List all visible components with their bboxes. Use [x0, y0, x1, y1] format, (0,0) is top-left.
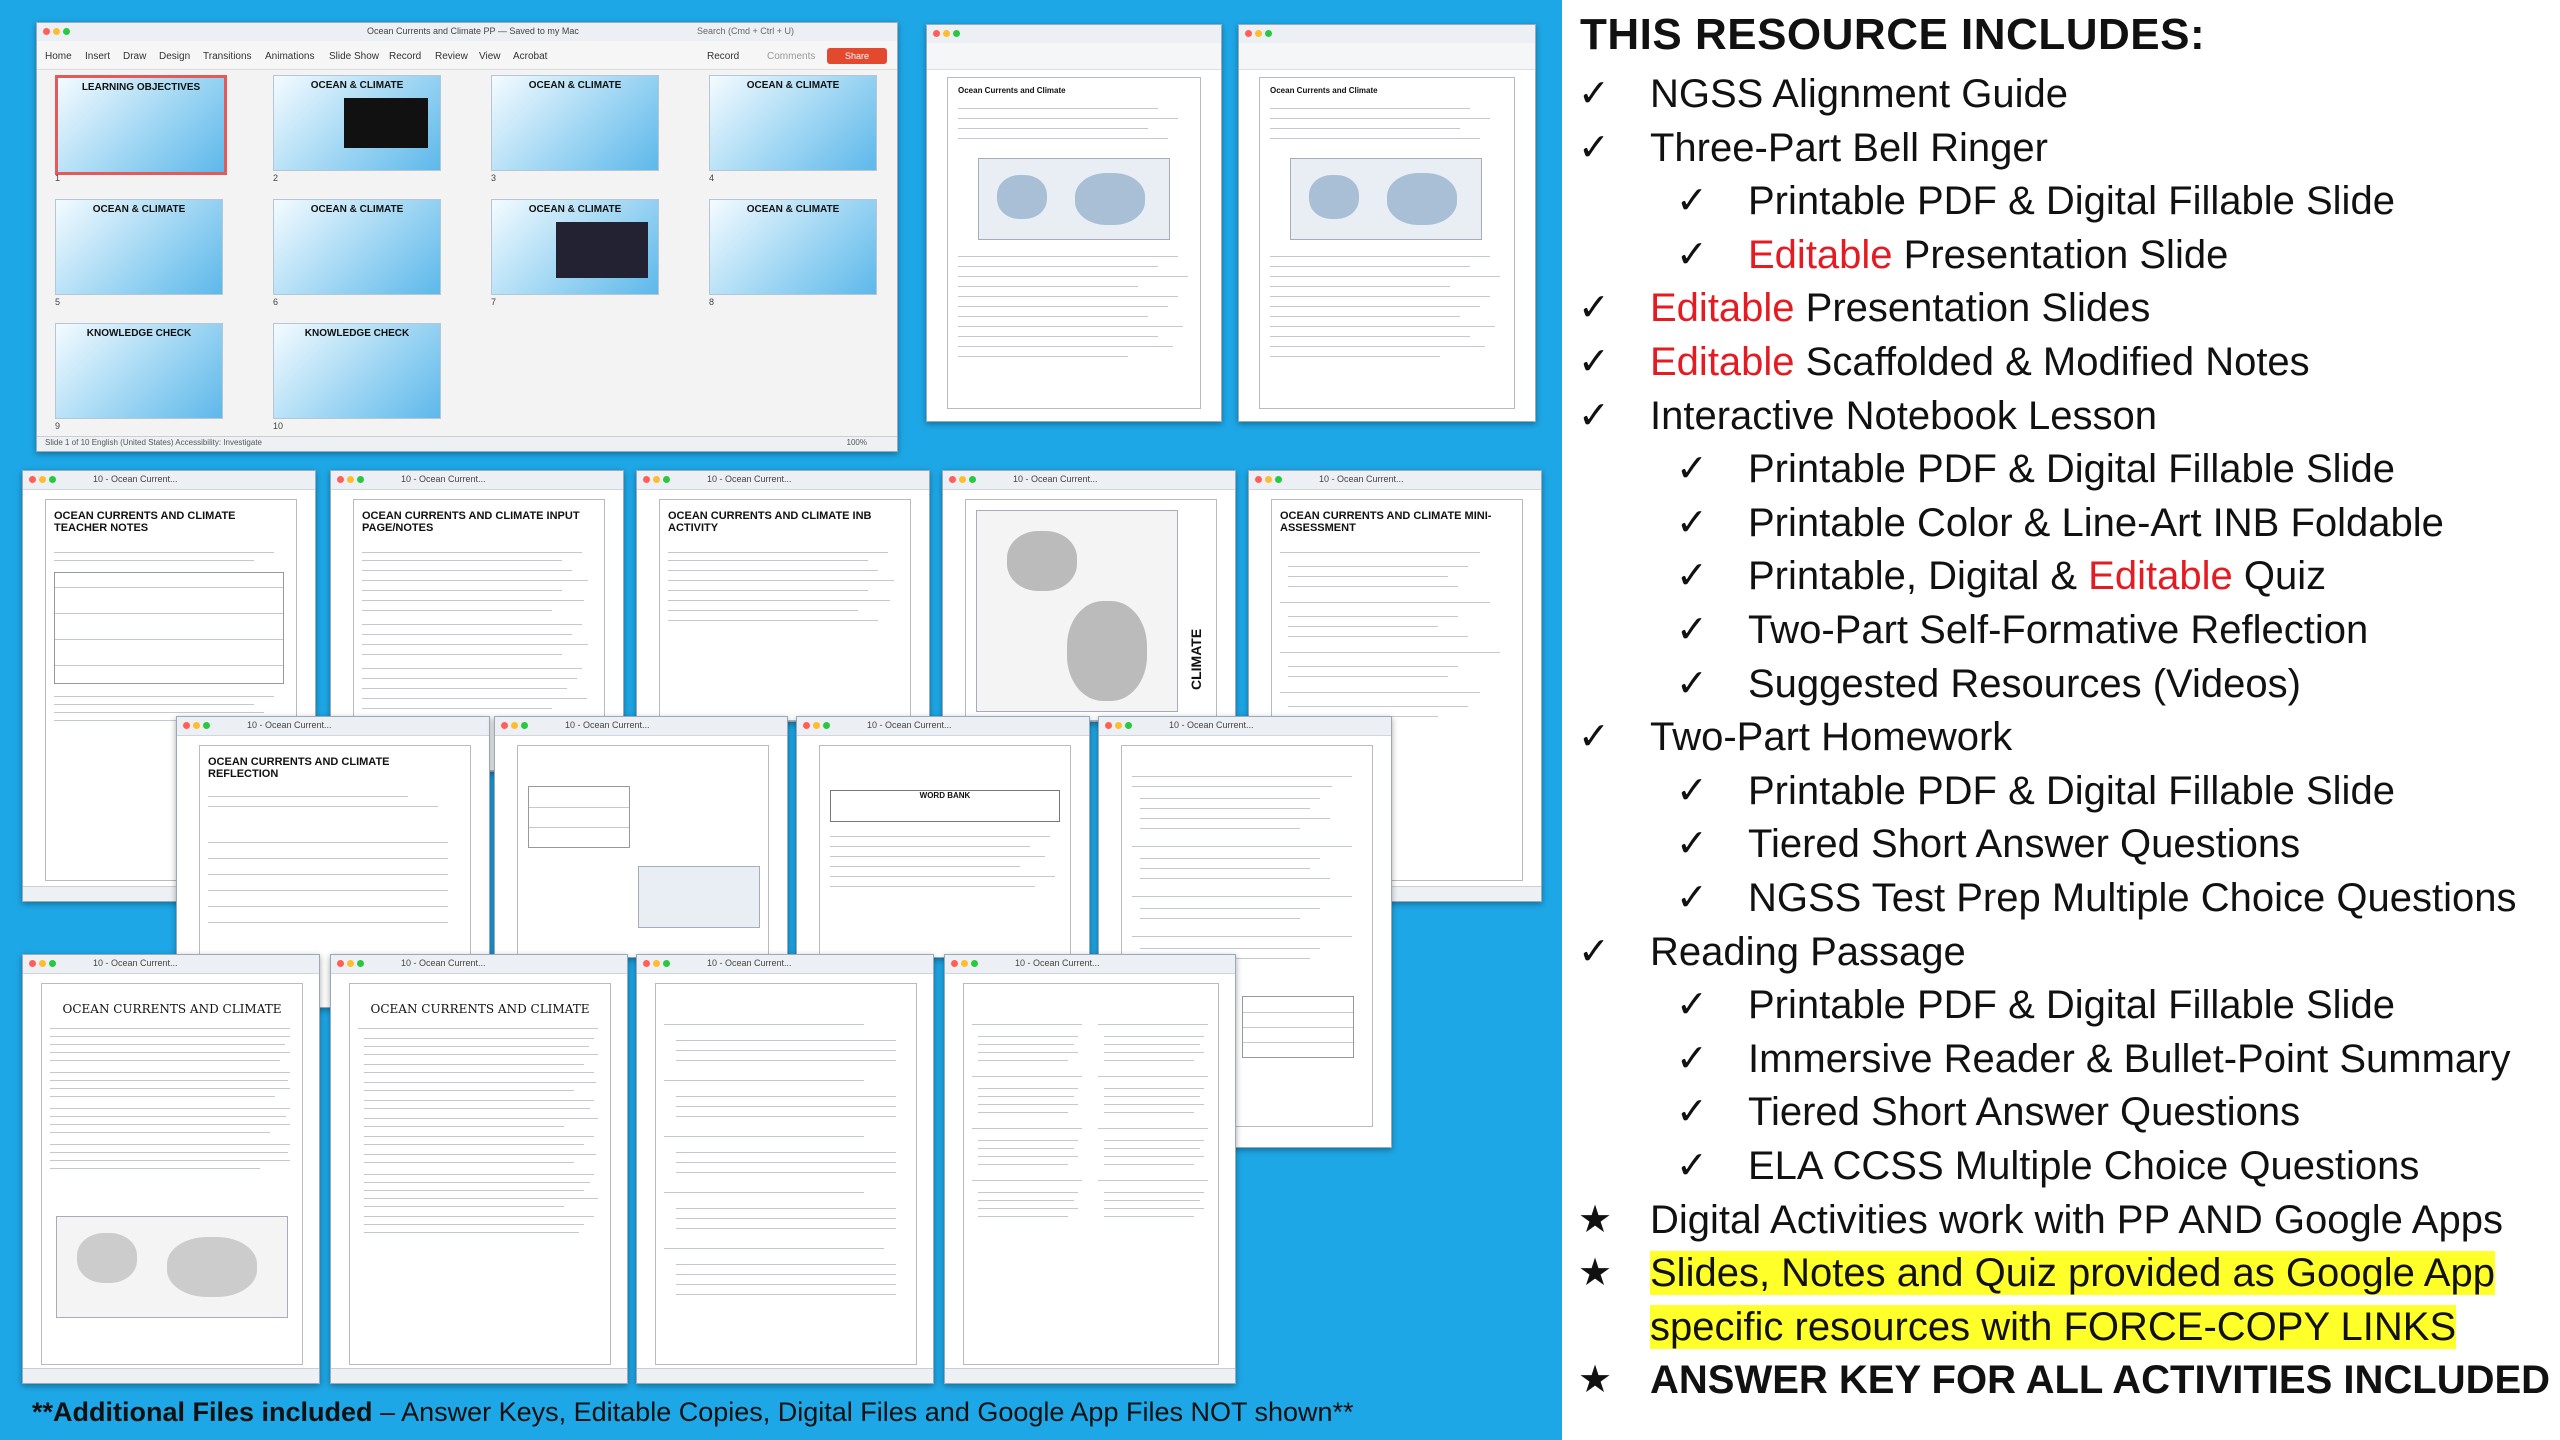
- pdf-titlebar: [331, 471, 623, 490]
- slide-thumbnail[interactable]: [709, 199, 877, 295]
- pdf-window-bullet-summary: [330, 954, 628, 1384]
- resource-item-text: Slides, Notes and Quiz provided as Google App: [1650, 1251, 2495, 1295]
- video-frame: [556, 222, 648, 278]
- slide-thumbnail[interactable]: [709, 75, 877, 171]
- word-titlebar: [1239, 25, 1535, 44]
- resource-list-panel: [1562, 0, 2560, 1440]
- resource-item-text: ELA CCSS Multiple Choice Questions: [1748, 1144, 2420, 1188]
- powerpoint-titlebar: [37, 23, 897, 42]
- checkmark-icon: ✓: [1578, 341, 1610, 383]
- menu-acrobat[interactable]: Acrobat: [513, 51, 548, 62]
- pdf-tab[interactable]: 10 - Ocean Current...: [93, 958, 178, 968]
- resource-item-text: Two-Part Homework: [1650, 715, 2013, 759]
- search-field[interactable]: Search (Cmd + Ctrl + U): [697, 26, 795, 36]
- pdf-tab[interactable]: 10 - Ocean Current...: [1169, 720, 1254, 730]
- document-title: Ocean Currents and Climate: [958, 86, 1066, 95]
- star-icon: ★: [1578, 1252, 1613, 1294]
- window-title: Ocean Currents and Climate PP — Saved to my Mac: [367, 26, 579, 36]
- word-ribbon: [1239, 43, 1535, 70]
- slide-title: OCEAN & CLIMATE: [92, 204, 186, 215]
- resource-item-label: [1650, 1301, 2456, 1353]
- resource-item-text: specific resources with FORCE-COPY LINKS: [1650, 1305, 2457, 1349]
- resource-item-text: Three-Part Bell Ringer: [1650, 126, 2048, 170]
- resource-item-label: [1650, 1194, 2503, 1246]
- pdf-status-bar: [23, 1368, 319, 1383]
- pdf-window-inb-map: [942, 470, 1236, 722]
- checkmark-icon: ✓: [1676, 1145, 1708, 1187]
- checkmark-icon: ✓: [1578, 127, 1610, 169]
- resource-item-text: Immersive Reader & Bullet-Point Summary: [1748, 1037, 2511, 1081]
- menu-transitions[interactable]: Transitions: [203, 51, 252, 62]
- pdf-titlebar: [177, 717, 489, 736]
- slide-title: OCEAN & CLIMATE: [528, 204, 622, 215]
- checkmark-icon: ✓: [1676, 770, 1708, 812]
- checkmark-icon: ✓: [1676, 1091, 1708, 1133]
- pdf-tab[interactable]: 10 - Ocean Current...: [401, 958, 486, 968]
- resource-item-label: [1650, 711, 2012, 763]
- slide-thumbnail[interactable]: [491, 75, 659, 171]
- resource-item-text: ANSWER KEY FOR ALL ACTIVITIES INCLUDED: [1650, 1358, 2551, 1402]
- document-title: Ocean Currents and Climate: [1270, 86, 1378, 95]
- resource-item-label: [1748, 658, 2301, 710]
- resource-item-text: Suggested Resources (Videos): [1748, 662, 2301, 706]
- slide-thumbnail[interactable]: [55, 75, 227, 175]
- resource-item-label: [1748, 765, 2395, 817]
- slide-number: 3: [491, 173, 497, 183]
- status-bar: [37, 436, 897, 451]
- comments-button[interactable]: Comments: [767, 51, 816, 62]
- pdf-tab[interactable]: 10 - Ocean Current...: [707, 958, 792, 968]
- checkmark-icon: ✓: [1676, 823, 1708, 865]
- line-art-world-map: [976, 510, 1178, 712]
- pdf-window-multiple-choice: [944, 954, 1236, 1384]
- pdf-tab[interactable]: 10 - Ocean Current...: [247, 720, 332, 730]
- resource-item-text: NGSS Test Prep Multiple Choice Questions: [1748, 876, 2517, 920]
- resource-item-text: Presentation Slide: [1892, 233, 2229, 277]
- document-title: OCEAN CURRENTS AND CLIMATE INB ACTIVITY: [668, 510, 872, 534]
- vocab-table: [528, 786, 630, 848]
- minimize-button[interactable]: [53, 28, 60, 35]
- resource-item-text: Editable: [1650, 340, 1795, 384]
- resource-item-label: [1650, 390, 2157, 442]
- foldable-label: CLIMATE: [1188, 628, 1204, 690]
- resource-item-label: [1748, 604, 2368, 656]
- resource-item-text: Tiered Short Answer Questions: [1748, 822, 2301, 866]
- document-title: OCEAN CURRENTS AND CLIMATE MINI-ASSESSMENT: [1280, 510, 1492, 534]
- checkmark-icon: ✓: [1578, 931, 1610, 973]
- slide-number: 1: [55, 173, 61, 183]
- slide-number: 8: [709, 297, 715, 307]
- slide-number: 7: [491, 297, 497, 307]
- world-map-image: [1290, 158, 1482, 240]
- resource-item-label: [1748, 229, 2228, 281]
- slide-number: 10: [273, 421, 284, 431]
- pdf-tab[interactable]: 10 - Ocean Current...: [1015, 958, 1100, 968]
- document-title: OCEAN CURRENTS AND CLIMATE INPUT PAGE/NOTES: [362, 510, 580, 534]
- resource-item-text: Two-Part Self-Formative Reflection: [1748, 608, 2369, 652]
- checkmark-icon: ✓: [1676, 1038, 1708, 1080]
- resource-item-text: Presentation Slides: [1794, 286, 2151, 330]
- pdf-titlebar: [797, 717, 1089, 736]
- pdf-tab[interactable]: 10 - Ocean Current...: [565, 720, 650, 730]
- pdf-titlebar: [945, 955, 1235, 974]
- resource-item-text: Editable: [2088, 554, 2233, 598]
- resource-item-text: Printable PDF & Digital Fillable Slide: [1748, 983, 2395, 1027]
- pdf-tab[interactable]: 10 - Ocean Current...: [1319, 474, 1404, 484]
- pdf-window-inb-activity: [636, 470, 930, 722]
- document-page: [1259, 77, 1515, 409]
- resource-item-label: [1650, 1247, 2495, 1299]
- resource-item-text: Tiered Short Answer Questions: [1748, 1090, 2301, 1134]
- slide-title: LEARNING OBJECTIVES: [81, 82, 201, 93]
- data-table: [1242, 996, 1354, 1058]
- resource-item-text: Printable PDF & Digital Fillable Slide: [1748, 769, 2395, 813]
- document-page: [659, 499, 911, 721]
- slide-title: OCEAN & CLIMATE: [746, 80, 840, 91]
- zoom-button[interactable]: [63, 28, 70, 35]
- checkmark-icon: ✓: [1676, 663, 1708, 705]
- pdf-titlebar: [1249, 471, 1541, 490]
- document-page: [655, 983, 917, 1365]
- checkmark-icon: ✓: [1676, 984, 1708, 1026]
- pdf-status-bar: [945, 1368, 1235, 1383]
- document-page: [517, 745, 769, 958]
- pdf-titlebar: [331, 955, 627, 974]
- record-button[interactable]: Record: [707, 51, 740, 62]
- word-bank: [830, 790, 1060, 822]
- world-map-image: [978, 158, 1170, 240]
- document-page: [349, 983, 611, 1365]
- world-map-image: [56, 1216, 288, 1318]
- pdf-titlebar: [637, 471, 929, 490]
- resource-item-label: [1748, 872, 2517, 924]
- document-page: [965, 499, 1217, 721]
- slide-thumbnail[interactable]: [273, 75, 441, 171]
- menu-insert[interactable]: Insert: [85, 51, 111, 62]
- powerpoint-window: [36, 22, 898, 452]
- slide-title: OCEAN & CLIMATE: [528, 80, 622, 91]
- word-titlebar: [927, 25, 1221, 44]
- star-icon: ★: [1578, 1199, 1613, 1241]
- resource-item-text: NGSS Alignment Guide: [1650, 72, 2068, 116]
- checkmark-icon: ✓: [1676, 180, 1708, 222]
- slide-number: 4: [709, 173, 715, 183]
- pdf-titlebar: [23, 955, 319, 974]
- pdf-tab[interactable]: 10 - Ocean Current...: [401, 474, 486, 484]
- share-button[interactable]: Share: [827, 48, 887, 64]
- word-ribbon: [927, 43, 1221, 70]
- resource-item-label: [1748, 550, 2326, 602]
- pdf-titlebar: [495, 717, 787, 736]
- pdf-window-homework-part1: [494, 716, 788, 958]
- slide-number: 2: [273, 173, 279, 183]
- resource-item-label: [1650, 1354, 2550, 1406]
- alignment-table: [54, 572, 284, 684]
- slide-thumbnail[interactable]: [491, 199, 659, 295]
- slide-title: KNOWLEDGE CHECK: [86, 328, 192, 339]
- pdf-tab[interactable]: 10 - Ocean Current...: [867, 720, 952, 730]
- resource-item-label: [1748, 175, 2395, 227]
- resource-item-label: [1650, 68, 2068, 120]
- menu-slide-show[interactable]: Slide Show: [329, 51, 380, 62]
- slide-number: 6: [273, 297, 279, 307]
- resource-item-text: Quiz: [2232, 554, 2327, 598]
- menu-view[interactable]: View: [479, 51, 501, 62]
- pdf-titlebar: [1099, 717, 1391, 736]
- slide-number: 5: [55, 297, 61, 307]
- checkmark-icon: ✓: [1676, 877, 1708, 919]
- pdf-status-bar: [331, 1368, 627, 1383]
- document-title: OCEAN CURRENTS AND CLIMATE TEACHER NOTES: [54, 510, 236, 534]
- pdf-titlebar: [637, 955, 933, 974]
- world-map-image: [638, 866, 760, 928]
- checkmark-icon: ✓: [1676, 502, 1708, 544]
- reading-title: OCEAN CURRENTS AND CLIMATE: [370, 1002, 590, 1016]
- footnote: [32, 1397, 1354, 1428]
- slide-thumbnail[interactable]: [273, 323, 441, 419]
- resource-item-label: [1650, 282, 2150, 334]
- resource-item-label: [1748, 1140, 2419, 1192]
- document-page: [819, 745, 1071, 958]
- slide-thumbnail[interactable]: [55, 199, 223, 295]
- resource-item-text: Printable Color & Line-Art INB Foldable: [1748, 501, 2444, 545]
- pdf-window-reading-passage: [22, 954, 320, 1384]
- pdf-window-homework-part2: [796, 716, 1090, 958]
- resource-item-text: Printable PDF & Digital Fillable Slide: [1748, 179, 2395, 223]
- resource-item-text: Editable: [1650, 286, 1795, 330]
- star-icon: ★: [1578, 1359, 1613, 1401]
- slide-thumbnail[interactable]: [55, 323, 223, 419]
- resource-item-label: [1748, 1033, 2510, 1085]
- menu-review[interactable]: Review: [435, 51, 468, 62]
- checkmark-icon: ✓: [1578, 716, 1610, 758]
- checkmark-icon: ✓: [1676, 448, 1708, 490]
- pdf-status-bar: [637, 1368, 933, 1383]
- status-text: Slide 1 of 10 English (United States) Accessibility: Investigate: [45, 438, 262, 447]
- menu-draw[interactable]: Draw: [123, 51, 147, 62]
- resource-item-label: [1748, 497, 2444, 549]
- resource-item-label: [1748, 1086, 2300, 1138]
- slide-thumbnail[interactable]: [273, 199, 441, 295]
- checkmark-icon: ✓: [1578, 287, 1610, 329]
- word-window-2: [1238, 24, 1536, 422]
- slide-title: OCEAN & CLIMATE: [746, 204, 840, 215]
- slide-title: KNOWLEDGE CHECK: [304, 328, 410, 339]
- checkmark-icon: ✓: [1578, 395, 1610, 437]
- resource-item-text: Editable: [1748, 233, 1893, 277]
- checkmark-icon: ✓: [1676, 609, 1708, 651]
- slide-number: 9: [55, 421, 61, 431]
- zoom-level[interactable]: 100%: [846, 438, 867, 447]
- document-title: OCEAN CURRENTS AND CLIMATE REFLECTION: [208, 756, 390, 780]
- menu-record[interactable]: Record: [389, 51, 422, 62]
- resource-item-label: [1748, 818, 2300, 870]
- video-frame: [344, 98, 428, 148]
- slide-title: OCEAN & CLIMATE: [310, 80, 404, 91]
- checkmark-icon: ✓: [1578, 73, 1610, 115]
- checkmark-icon: ✓: [1676, 234, 1708, 276]
- resource-item-label: [1748, 443, 2395, 495]
- document-page: [963, 983, 1219, 1365]
- word-bank-label: WORD BANK: [919, 791, 971, 800]
- pdf-tab[interactable]: 10 - Ocean Current...: [93, 474, 178, 484]
- menu-animations[interactable]: Animations: [265, 51, 315, 62]
- footnote-bold: **Additional Files included: [32, 1397, 373, 1427]
- resource-item-label: [1650, 336, 2310, 388]
- pdf-tab[interactable]: 10 - Ocean Current...: [1013, 474, 1098, 484]
- document-page: [947, 77, 1201, 409]
- document-page: [41, 983, 303, 1365]
- slide-title: OCEAN & CLIMATE: [310, 204, 404, 215]
- reading-title: OCEAN CURRENTS AND CLIMATE: [62, 1002, 282, 1016]
- pdf-titlebar: [23, 471, 315, 490]
- resource-item-text: Scaffolded & Modified Notes: [1794, 340, 2310, 384]
- ribbon: [37, 41, 897, 70]
- pdf-titlebar: [943, 471, 1235, 490]
- resource-item-text: Reading Passage: [1650, 930, 1966, 974]
- resource-item-text: Printable, Digital &: [1748, 554, 2089, 598]
- resource-heading: THIS RESOURCE INCLUDES:: [1580, 10, 2206, 59]
- resource-item-text: Printable PDF & Digital Fillable Slide: [1748, 447, 2395, 491]
- close-button[interactable]: [43, 28, 50, 35]
- resource-item-label: [1650, 926, 1966, 978]
- resource-item-text: Digital Activities work with PP AND Google Apps: [1650, 1198, 2503, 1242]
- resource-item-text: Interactive Notebook Lesson: [1650, 394, 2157, 438]
- pdf-window-short-answer: [636, 954, 934, 1384]
- checkmark-icon: ✓: [1676, 555, 1708, 597]
- resource-item-label: [1650, 122, 2048, 174]
- menu-design[interactable]: Design: [159, 51, 191, 62]
- menu-home[interactable]: Home: [45, 51, 72, 62]
- pdf-tab[interactable]: 10 - Ocean Current...: [707, 474, 792, 484]
- resource-item-label: [1748, 979, 2395, 1031]
- word-window-1: [926, 24, 1222, 422]
- footnote-rest: – Answer Keys, Editable Copies, Digital Files and Google App Files NOT shown**: [372, 1397, 1354, 1427]
